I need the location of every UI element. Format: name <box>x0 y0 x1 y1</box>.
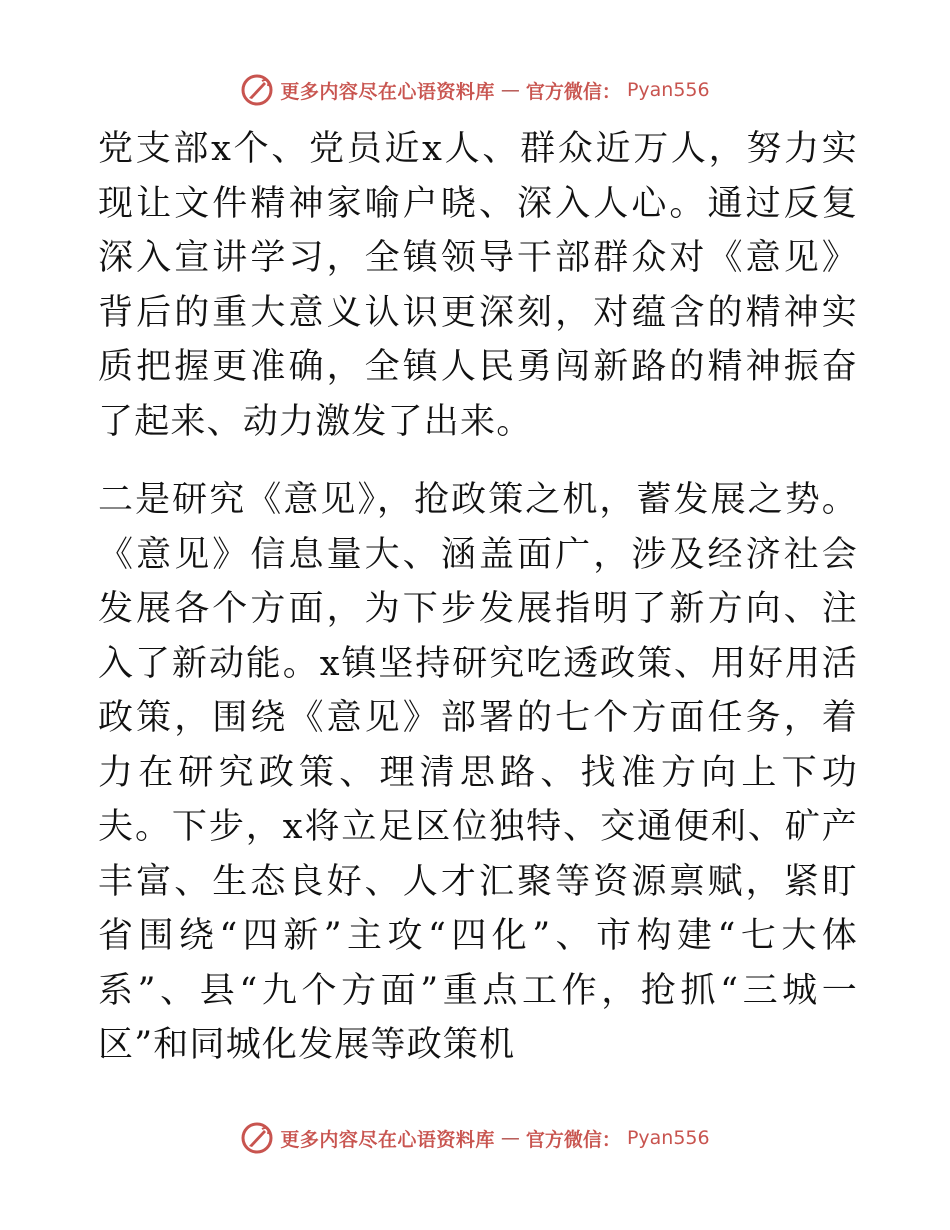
paragraph-2: 二是研究《意见》，抢政策之机，蓄发展之势。《意见》信息量大、涵盖面广，涉及经济社会发展各个方面，为下步发展指明了新方向、注入了新动能。x镇坚持研究吃透政策、用好用活政策，围绕《意见》部署的七个方面任务，着力在研究政策、理清思路、找准方向上下功夫。下步，x将立足区位独特、交通便利、矿产丰富、生态良好、人才汇聚等资源禀赋，紧盯省围绕“四新”主攻“四化”、市构建“七大体系”、县“九个方面”重点工作，抢抓“三城一区”和同城化发展等政策机 <box>98 480 858 1065</box>
document-body <box>98 122 858 1073</box>
watermark-wechat-id: Pyan556 <box>626 79 710 101</box>
watermark-header <box>0 70 950 110</box>
watermark-footer <box>0 1118 950 1158</box>
quill-logo-icon <box>240 1121 274 1155</box>
paragraph-1: 党支部x个、党员近x人、群众近万人，努力实现让文件精神家喻户晓、深入人心。通过反复深入宣讲学习，全镇领导干部群众对《意见》背后的重大意义认识更深刻，对蕴含的精神实质把握更准确，全镇人民勇闯新路的精神振奋了起来、动力激发了出来。 <box>98 129 858 442</box>
watermark-text: 更多内容尽在心语资料库 <box>280 1128 495 1151</box>
quill-logo-icon <box>240 73 274 107</box>
watermark-wechat-id: Pyan556 <box>626 1127 710 1149</box>
watermark-dash: — <box>500 79 520 101</box>
watermark-wechat-label: 官方微信： <box>525 1128 621 1151</box>
watermark-wechat-label: 官方微信： <box>525 80 621 103</box>
watermark-dash: — <box>500 1127 520 1149</box>
watermark-text: 更多内容尽在心语资料库 <box>280 80 495 103</box>
